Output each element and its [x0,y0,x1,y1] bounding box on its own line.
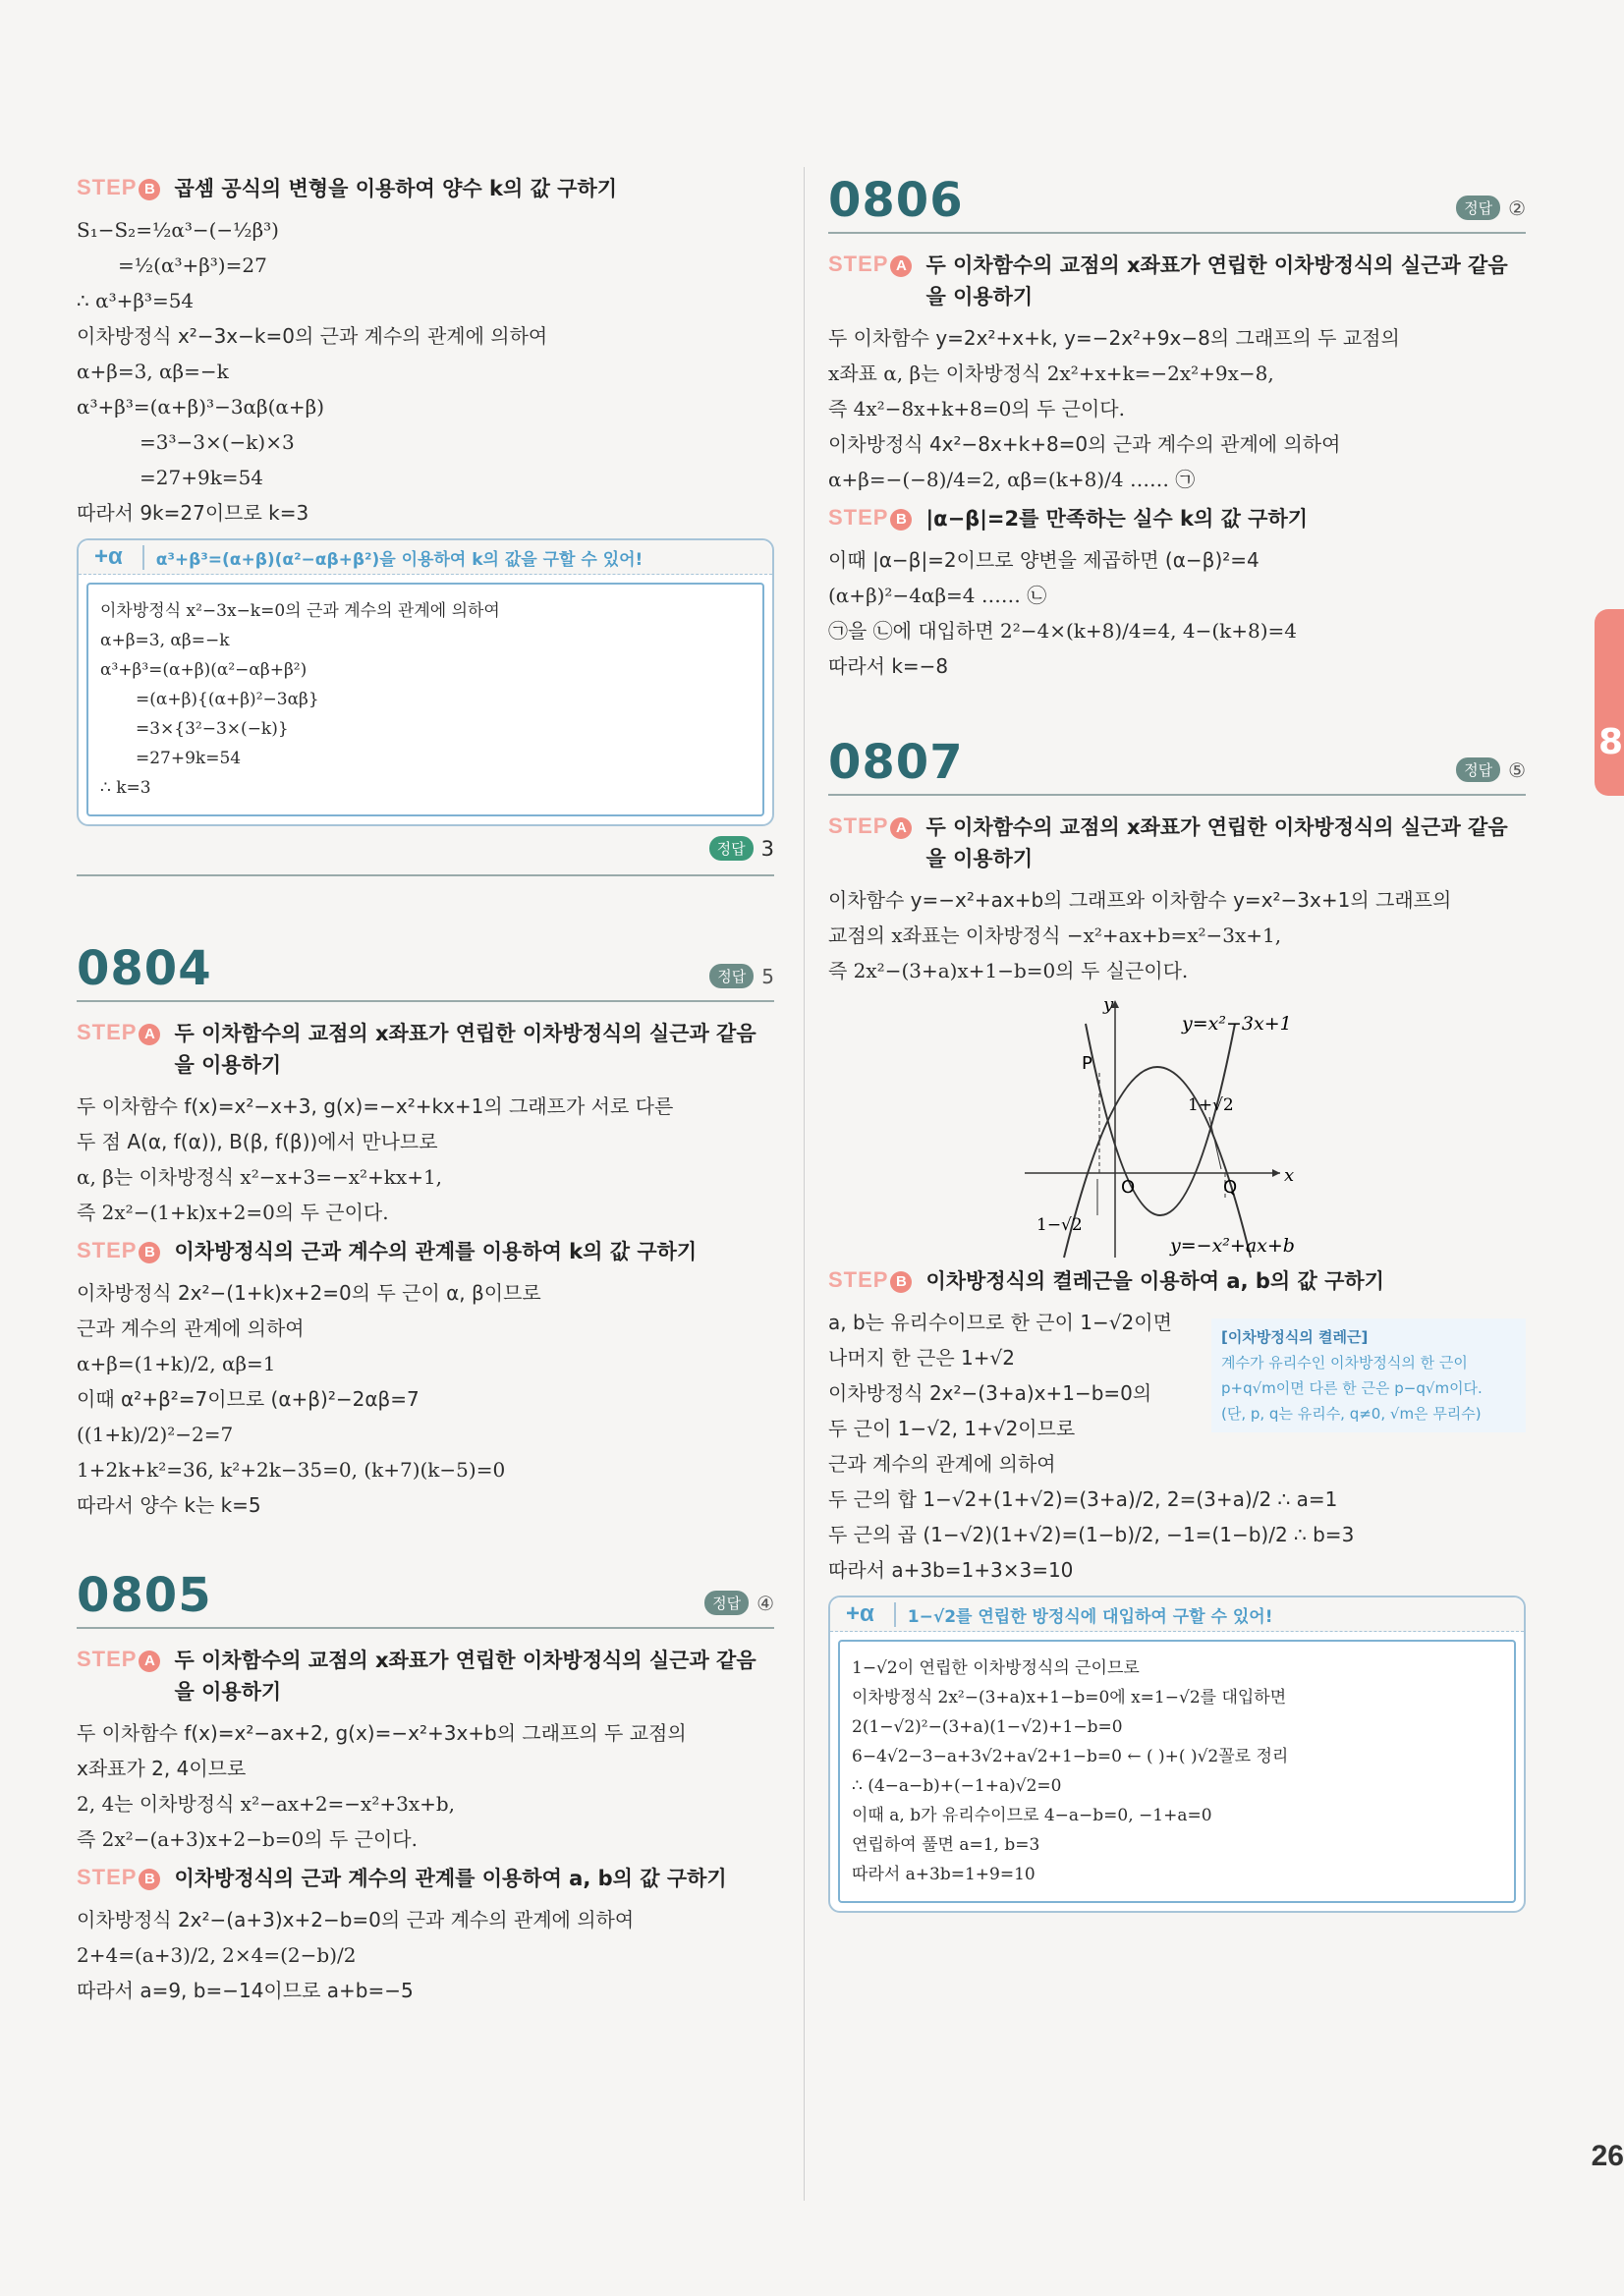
box-line: α³+β³=(α+β)(α²−αβ+β²) [100,660,308,680]
step-tag: STEP A [77,1018,160,1045]
plus-alpha-header [830,1597,1524,1632]
answer-0806 [1456,196,1526,220]
step-tag: STEP A [828,812,912,839]
step-tag: STEP B [828,503,912,531]
math-line: 2+4=(a+3)/2, 2×4=(2−b)/2 [77,1943,357,1967]
math-line: 이차방정식 2x²−(3+a)x+1−b=0의 [828,1381,1152,1405]
answer-value: ② [1508,196,1526,220]
curve1-label: y=x²−3x+1 [1182,1013,1292,1035]
math-line: 이차방정식 x²−3x−k=0의 근과 계수의 관계에 의하여 [77,324,548,348]
box-line: 이때 a, b가 유리수이므로 4−a−b=0, −1+a=0 [852,1806,1212,1825]
math-line: 두 점 A(α, f(α)), B(β, f(β))에서 만나므로 [77,1130,438,1153]
math-line: 두 근의 합 1−√2+(1+√2)=(3+a)/2, 2=(3+a)/2 ∴ a=1 [828,1487,1338,1511]
math-line: α+β=(1+k)/2, αβ=1 [77,1352,276,1375]
step-tag: STEP A [828,250,912,277]
conjugate-lines [828,1305,1221,1482]
math-line: 두 이차함수 f(x)=x²−x+3, g(x)=−x²+kx+1의 그래프가 서로 다른 [77,1094,674,1118]
math-line: 근과 계수의 관계에 의하여 [828,1452,1056,1476]
point-p-label: P [1082,1053,1092,1074]
root-left-label: 1−√2 [1036,1215,1083,1235]
math-line: 즉 4x²−8x+k+8=0의 두 근이다. [828,397,1125,420]
answer-badge: 정답 [709,964,754,988]
chapter-side-tab [1595,609,1624,796]
problem-header-0807 [828,729,1526,796]
conjugate-section [828,1305,1526,1482]
page-number: 26 [1591,2140,1624,2172]
plus-alpha-body [86,583,764,816]
math-line: (α+β)²−4αβ=4 …… ㉡ [828,584,1047,607]
comment-line: p+q√m이면 다른 한 근은 p−q√m이다. [1221,1379,1483,1397]
conjugate-comment [1211,1318,1526,1432]
math-line: α³+β³=(α+β)³−3αβ(α+β) [77,395,325,419]
origin-label: O [1121,1177,1136,1198]
step-title: 곱셈 공식의 변형을 이용하여 양수 k의 값 구하기 [174,177,618,200]
parabola-graph [828,994,1526,1260]
step-tag: STEP B [828,1265,912,1293]
math-line: 두 근의 곱 (1−√2)(1+√2)=(1−b)/2, −1=(1−b)/2 ∴ b=3 [828,1523,1355,1546]
problem-number: 0806 [828,173,964,228]
answer-badge: 정답 [1456,196,1500,220]
problem-header-0805 [77,1562,774,1629]
answer-badge: 정답 [704,1591,749,1615]
answer-0805 [704,1591,774,1615]
step-a-header [828,250,1526,312]
answer-0803 [77,836,774,861]
y-label: y [1103,994,1114,1015]
math-line: 1+2k+k²=36, k²+2k−35=0, (k+7)(k−5)=0 [77,1458,506,1482]
step-b-header [828,503,1526,534]
problem-number: 0807 [828,735,964,790]
answer-badge: 정답 [1456,757,1500,782]
answer-value: ⑤ [1508,758,1526,782]
math-line: 이차방정식 4x²−8x+k+8=0의 근과 계수의 관계에 의하여 [828,432,1341,456]
math-line: 교점의 x좌표는 이차방정식 −x²+ax+b=x²−3x+1, [828,924,1282,947]
left-column [77,167,774,2008]
math-line: α+β=−(−8)/4=2, αβ=(k+8)/4 …… ㉠ [828,468,1196,491]
step-b-header [828,1265,1526,1297]
answer-value: 3 [760,837,774,861]
plus-alpha-box [77,538,774,826]
math-line: =27+9k=54 [140,466,264,489]
math-line: a, b는 유리수이므로 한 근이 1−√2이면 [828,1311,1172,1334]
math-line: =3³−3×(−k)×3 [140,430,295,454]
box-line: =(α+β){(α+β)²−3αβ} [136,690,319,709]
plus-alpha-body [838,1640,1516,1903]
math-line: 따라서 a=9, b=−14이므로 a+b=−5 [77,1979,414,2002]
step-title: 이차방정식의 켤레근을 이용하여 a, b의 값 구하기 [925,1269,1384,1293]
math-line: ∴ α³+β³=54 [77,289,195,312]
box-line: 2(1−√2)²−(3+a)(1−√2)+1−b=0 [852,1717,1123,1737]
plus-alpha-icon: +α [94,543,123,570]
math-line: 이때 |α−β|=2이므로 양변을 제곱하면 (α−β)²=4 [828,548,1260,572]
answer-value: ④ [756,1592,774,1615]
comment-title: [이차방정식의 켤레근] [1221,1328,1369,1346]
math-line: 두 근이 1−√2, 1+√2이므로 [828,1417,1076,1440]
step-b-header [77,1863,774,1894]
box-line: 1−√2이 연립한 이차방정식의 근이므로 [852,1658,1140,1678]
box-line: =27+9k=54 [136,749,242,768]
problem-header-0806 [828,167,1526,234]
column-divider [804,167,805,2201]
step-title: |α−β|=2를 만족하는 실수 k의 값 구하기 [925,507,1309,531]
solution-lines [77,212,774,531]
math-line: 따라서 k=−8 [828,654,949,678]
math-line: 따라서 9k=27이므로 k=3 [77,501,309,525]
math-line: 이차방정식 2x²−(1+k)x+2=0의 두 근이 α, β이므로 [77,1281,541,1305]
math-line: 나머지 한 근은 1+√2 [828,1346,1015,1370]
step-title: 두 이차함수의 교점의 x좌표가 연립한 이차방정식의 실근과 같음을 이용하기 [174,1022,756,1077]
math-line: α, β는 이차방정식 x²−x+3=−x²+kx+1, [77,1165,443,1189]
step-a-header [828,812,1526,874]
math-line: 2, 4는 이차방정식 x²−ax+2=−x²+3x+b, [77,1792,456,1816]
box-line: 연립하여 풀면 a=1, b=3 [852,1835,1040,1855]
math-line: 즉 2x²−(3+a)x+1−b=0의 두 실근이다. [828,959,1189,982]
math-line: 근과 계수의 관계에 의하여 [77,1316,305,1340]
step-tag: STEP B [77,1863,160,1890]
answer-0804 [709,964,774,988]
math-line: x좌표 α, β는 이차방정식 2x²+x+k=−2x²+9x−8, [828,362,1274,385]
problem-header-0804 [77,935,774,1002]
curve2-label: y=−x²+ax+b [1170,1235,1295,1257]
box-line: α+β=3, αβ=−k [100,631,230,650]
plus-alpha-box [828,1596,1526,1913]
math-line: =½(α³+β³)=27 [118,253,267,277]
answer-value: 5 [761,965,774,988]
step-a-header [77,1018,774,1081]
step-title: 두 이차함수의 교점의 x좌표가 연립한 이차방정식의 실근과 같음을 이용하기 [925,253,1508,308]
problem-number: 0804 [77,941,212,996]
math-line: 따라서 양수 k는 k=5 [77,1493,261,1517]
math-line: 즉 2x²−(1+k)x+2=0의 두 근이다. [77,1201,389,1224]
step-b-header [77,1236,774,1267]
problem-number: 0805 [77,1568,212,1623]
math-line: 즉 2x²−(a+3)x+2−b=0의 두 근이다. [77,1827,418,1851]
root-right-label: 1+√2 [1188,1095,1234,1115]
box-line: =3×{3²−3×(−k)} [136,719,289,739]
step-title: 이차방정식의 근과 계수의 관계를 이용하여 k의 값 구하기 [174,1240,698,1263]
math-line: x좌표가 2, 4이므로 [77,1757,247,1780]
chapter-number: 8 [1598,722,1624,762]
math-line: α+β=3, αβ=−k [77,360,229,383]
math-line: 이차함수 y=−x²+ax+b의 그래프와 이차함수 y=x²−3x+1의 그래프의 [828,888,1452,912]
math-line: 따라서 a+3b=1+3×3=10 [828,1558,1074,1582]
box-line: ∴ k=3 [100,778,151,798]
step-tag: STEP B [77,1236,160,1263]
comment-line: 계수가 유리수인 이차방정식의 한 근이 [1221,1354,1468,1372]
plus-alpha-icon: +α [846,1600,874,1627]
right-column [828,167,1526,1923]
math-line: 이차방정식 2x²−(a+3)x+2−b=0의 근과 계수의 관계에 의하여 [77,1908,635,1932]
step-title: 두 이차함수의 교점의 x좌표가 연립한 이차방정식의 실근과 같음을 이용하기 [925,815,1508,870]
step-b-header [77,173,774,204]
math-line: ((1+k)/2)²−2=7 [77,1423,234,1446]
box-line: 따라서 a+3b=1+9=10 [852,1865,1036,1884]
curve-upward [1086,1024,1238,1215]
math-line: 두 이차함수 f(x)=x²−ax+2, g(x)=−x²+3x+b의 그래프의 두 교점의 [77,1721,687,1745]
plus-alpha-title: α³+β³=(α+β)(α²−αβ+β²)을 이용하여 k의 값을 구할 수 있어! [142,545,644,570]
math-line: 이때 α²+β²=7이므로 (α+β)²−2αβ=7 [77,1387,420,1411]
plus-alpha-title: 1−√2를 연립한 방정식에 대입하여 구할 수 있어! [894,1602,1273,1627]
graph-svg [828,994,1526,1260]
math-line: 두 이차함수 y=2x²+x+k, y=−2x²+9x−8의 그래프의 두 교점의 [828,326,1400,350]
step-title: 이차방정식의 근과 계수의 관계를 이용하여 a, b의 값 구하기 [174,1867,727,1890]
box-line: 이차방정식 x²−3x−k=0의 근과 계수의 관계에 의하여 [100,601,500,621]
step-a-header [77,1645,774,1708]
step-tag: STEP B [77,173,160,200]
root-arrow-right [1209,1117,1221,1169]
plus-alpha-header [79,540,772,575]
box-line: 6−4√2−3−a+3√2+a√2+1−b=0 ← ( )+( )√2꼴로 정리 [852,1747,1289,1766]
comment-line: (단, p, q는 유리수, q≠0, √m은 무리수) [1221,1405,1482,1423]
box-line: 이차방정식 2x²−(3+a)x+1−b=0에 x=1−√2를 대입하면 [852,1688,1287,1708]
step-tag: STEP A [77,1645,160,1672]
box-line: ∴ (4−a−b)+(−1+a)√2=0 [852,1776,1062,1796]
point-q-label: Q [1223,1177,1238,1198]
answer-0807 [1456,757,1526,782]
math-line: S₁−S₂=½α³−(−½β³) [77,218,279,242]
x-axis-arrow [1272,1169,1280,1177]
step-title: 두 이차함수의 교점의 x좌표가 연립한 이차방정식의 실근과 같음을 이용하기 [174,1649,756,1704]
math-line: ㉠을 ㉡에 대입하면 2²−4×(k+8)/4=4, 4−(k+8)=4 [828,619,1298,643]
x-label: x [1284,1165,1295,1186]
answer-badge: 정답 [709,836,754,861]
